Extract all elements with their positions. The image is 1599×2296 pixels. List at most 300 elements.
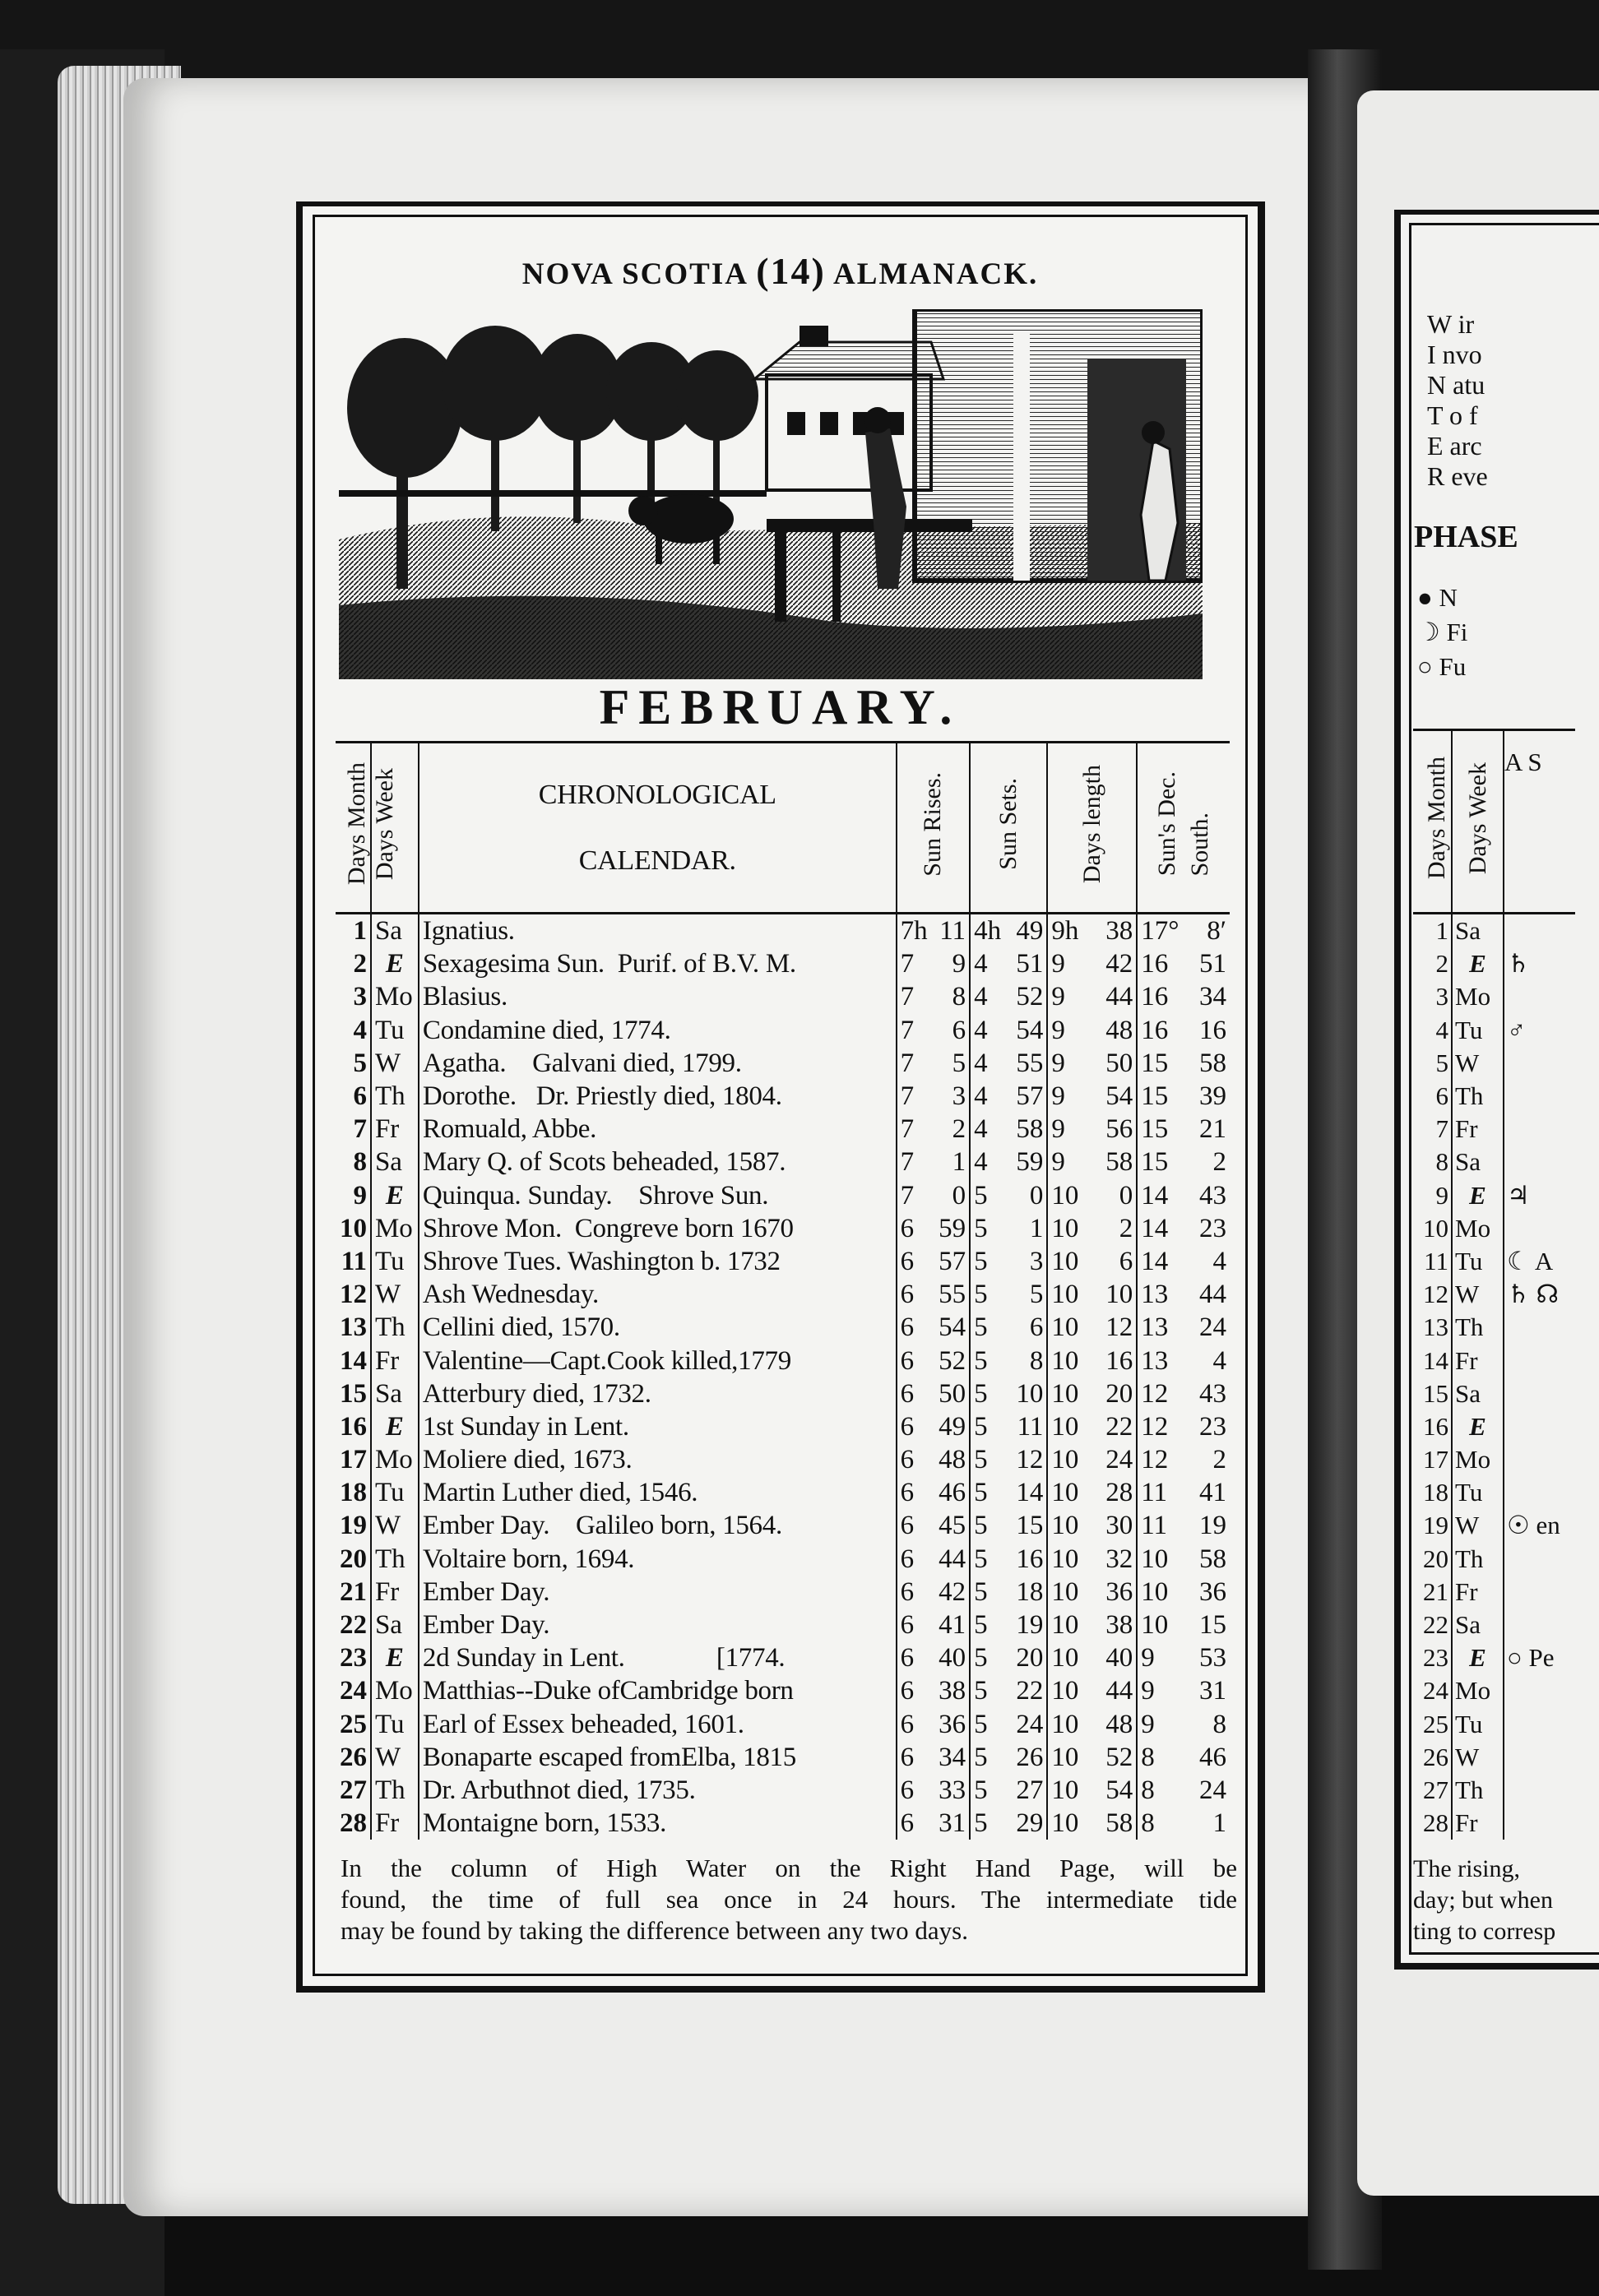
sun-dec-degrees: 11 [1141, 1478, 1167, 1508]
day-of-month: 17 [339, 1445, 367, 1475]
sun-sets-min: 51 [1016, 949, 1044, 979]
event-text: Ember Day. [419, 1609, 897, 1641]
day-of-month: 12 [1423, 1280, 1448, 1309]
aspect-text [1504, 1609, 1575, 1641]
right-footnote-line: day; but when [1413, 1886, 1553, 1914]
days-length-hour: 10 [1051, 1576, 1079, 1607]
sun-sets [970, 1245, 1047, 1278]
day-of-month: 23 [339, 1643, 367, 1673]
sun-declination [1137, 1708, 1230, 1741]
sun-dec-minutes: 46 [1199, 1742, 1226, 1772]
sun-sets-hour: 5 [974, 1742, 988, 1772]
sun-declination [1137, 1641, 1230, 1674]
days-length-min: 52 [1105, 1742, 1133, 1772]
day-of-week: Tu [371, 1708, 419, 1741]
calendar-row [336, 1476, 1230, 1509]
event-text: Dr. Arbuthnot died, 1735. [419, 1774, 897, 1807]
day-of-week: Sa [371, 914, 419, 948]
calendar-header-row [336, 743, 1230, 914]
day-of-month: 24 [1423, 1676, 1448, 1706]
sun-rises-min: 1 [952, 1147, 966, 1178]
calendar-table [336, 741, 1230, 1840]
day-of-week: Sa [1452, 1146, 1504, 1178]
calendar-row [336, 1443, 1230, 1476]
sun-sets-min: 18 [1016, 1576, 1044, 1607]
day-of-month: 11 [341, 1246, 367, 1276]
right-footnote-line: ting to corresp [1413, 1918, 1556, 1945]
right-calendar-row [1413, 1377, 1575, 1410]
right-calendar-row [1413, 980, 1575, 1013]
sun-sets-hour: 5 [974, 1378, 988, 1409]
days-length-min: 38 [1105, 1610, 1133, 1641]
sun-sets-hour: 5 [974, 1544, 988, 1574]
day-of-month: 21 [339, 1576, 367, 1607]
aspect-text [1504, 1708, 1575, 1741]
day-of-month: 13 [339, 1312, 367, 1343]
sun-sets-hour: 5 [974, 1213, 988, 1243]
days-length-hour: 10 [1051, 1544, 1079, 1574]
days-length-min: 44 [1105, 982, 1133, 1012]
days-length-hour: 10 [1051, 1709, 1079, 1739]
sun-sets [970, 1311, 1047, 1344]
sun-sets [970, 947, 1047, 980]
sun-rises-min: 8 [952, 982, 966, 1012]
sun-rises-hour: 7 [900, 1015, 915, 1045]
sun-sets-hour: 5 [974, 1576, 988, 1607]
sun-rises-hour: 6 [900, 1312, 915, 1343]
sun-rises-min: 52 [939, 1345, 966, 1376]
sun-sets-min: 49 [1016, 916, 1044, 947]
days-length-min: 54 [1105, 1775, 1133, 1805]
days-length [1047, 1410, 1137, 1443]
calendar-row [336, 1708, 1230, 1741]
calendar-row [336, 1047, 1230, 1080]
right-calendar-row [1413, 1278, 1575, 1311]
sun-rises-hour: 6 [900, 1709, 915, 1739]
days-length-hour: 9 [1051, 982, 1065, 1012]
phases-heading: PHASE [1414, 520, 1518, 554]
aspect-text [1504, 1476, 1575, 1509]
sun-dec-degrees: 16 [1141, 949, 1169, 979]
woodcut-illustration [339, 309, 1203, 679]
sun-rises-min: 40 [939, 1643, 966, 1673]
acrostic-line: E arc [1427, 431, 1482, 461]
days-length [1047, 1674, 1137, 1707]
sun-rises [897, 1278, 970, 1311]
sun-rises-hour: 7 [900, 1147, 915, 1178]
sun-rises-min: 45 [939, 1511, 966, 1541]
day-of-week: E [371, 1641, 419, 1674]
sun-sets-min: 16 [1016, 1544, 1044, 1574]
sun-sets [970, 1443, 1047, 1476]
day-of-month: 8 [353, 1147, 367, 1178]
event-text: Cellini died, 1570. [419, 1311, 897, 1344]
sun-sets [970, 1807, 1047, 1840]
days-length-hour: 9 [1051, 1114, 1065, 1145]
sun-rises-hour: 7 [900, 949, 915, 979]
day-of-month: 14 [339, 1345, 367, 1376]
day-of-week: Fr [1452, 1807, 1504, 1840]
sun-declination [1137, 1476, 1230, 1509]
sun-rises-min: 41 [939, 1610, 966, 1641]
day-of-month: 23 [1423, 1643, 1448, 1673]
right-calendar-row [1413, 1245, 1575, 1278]
right-calendar-row [1413, 1774, 1575, 1807]
col-days-length-label: Days length [1078, 764, 1105, 884]
event-text: 2d Sunday in Lent. [1774. [419, 1641, 897, 1674]
sun-rises [897, 947, 970, 980]
aspect-text [1504, 1674, 1575, 1707]
sun-sets [970, 1047, 1047, 1080]
days-length [1047, 1641, 1137, 1674]
aspect-text [1504, 1543, 1575, 1576]
day-of-week: Fr [371, 1807, 419, 1840]
right-calendar-row [1413, 1476, 1575, 1509]
aspect-text [1504, 1113, 1575, 1146]
sun-declination [1137, 1344, 1230, 1377]
day-of-week: Th [371, 1774, 419, 1807]
days-length [1047, 1476, 1137, 1509]
calendar-row [336, 1080, 1230, 1113]
col-days-month-label: Days Month [342, 762, 370, 886]
calendar-row [336, 1641, 1230, 1674]
days-length-hour: 9 [1051, 1081, 1065, 1112]
sun-dec-degrees: 9 [1141, 1709, 1155, 1739]
day-of-week: Th [1452, 1774, 1504, 1807]
sun-sets-hour: 5 [974, 1180, 988, 1210]
day-of-week: Tu [1452, 1476, 1504, 1509]
event-text: Dorothe. Dr. Priestly died, 1804. [419, 1080, 897, 1113]
sun-sets-hour: 5 [974, 1445, 988, 1475]
sun-sets [970, 1014, 1047, 1047]
aspect-text: ☉ en [1507, 1511, 1560, 1540]
day-of-month: 14 [1423, 1345, 1448, 1375]
acrostic-line: R eve [1427, 461, 1488, 491]
sun-sets-min: 14 [1016, 1478, 1044, 1508]
acrostic-poem [1427, 309, 1488, 492]
day-of-month: 16 [1423, 1411, 1448, 1441]
sun-dec-minutes: 8 [1212, 1709, 1226, 1739]
day-of-week: Tu [371, 1476, 419, 1509]
sun-sets-hour: 5 [974, 1676, 988, 1706]
sun-dec-minutes: 2 [1212, 1147, 1226, 1178]
day-of-week: Sa [371, 1377, 419, 1410]
sun-rises [897, 1674, 970, 1707]
sun-rises [897, 1609, 970, 1641]
days-length [1047, 947, 1137, 980]
sun-rises-min: 38 [939, 1676, 966, 1706]
sun-sets-min: 1 [1029, 1213, 1044, 1243]
days-length-hour: 10 [1051, 1610, 1079, 1641]
days-length-min: 38 [1105, 916, 1133, 947]
col-days-month [336, 743, 371, 914]
sun-dec-degrees: 9 [1141, 1676, 1155, 1706]
sun-rises-hour: 7 [900, 1114, 915, 1145]
sun-sets-hour: 4 [974, 949, 988, 979]
sun-sets-min: 3 [1029, 1246, 1044, 1276]
right-calendar-row [1413, 1311, 1575, 1344]
col-sun-rises [897, 743, 970, 914]
calendar-body [336, 914, 1230, 1840]
sun-dec-minutes: 15 [1199, 1610, 1226, 1641]
sun-declination [1137, 1146, 1230, 1178]
days-length-min: 58 [1105, 1147, 1133, 1178]
sun-declination [1137, 1311, 1230, 1344]
sun-dec-degrees: 13 [1141, 1345, 1169, 1376]
day-of-week: W [1452, 1509, 1504, 1542]
sun-sets-hour: 4 [974, 1081, 988, 1112]
day-of-month: 21 [1423, 1576, 1448, 1606]
days-length [1047, 1609, 1137, 1641]
day-of-week: E [371, 1410, 419, 1443]
days-length-hour: 10 [1051, 1246, 1079, 1276]
day-of-week: Th [1452, 1311, 1504, 1344]
days-length [1047, 1311, 1137, 1344]
day-of-week: Th [1452, 1080, 1504, 1113]
sun-dec-minutes: 58 [1199, 1544, 1226, 1574]
sun-sets [970, 1674, 1047, 1707]
day-of-week: Th [371, 1311, 419, 1344]
sun-declination [1137, 1509, 1230, 1542]
sun-declination [1137, 1080, 1230, 1113]
right-col-aspects [1504, 730, 1575, 914]
sun-sets [970, 1344, 1047, 1377]
calendar-row [336, 980, 1230, 1013]
sun-rises-hour: 7 [900, 1180, 915, 1210]
sun-sets [970, 914, 1047, 948]
right-col-days-week-label: Days Week [1463, 761, 1491, 875]
day-of-week: W [371, 1047, 419, 1080]
sun-dec-degrees: 9 [1141, 1643, 1155, 1673]
days-length [1047, 1047, 1137, 1080]
sun-declination [1137, 1543, 1230, 1576]
day-of-week: Th [371, 1080, 419, 1113]
days-length [1047, 1509, 1137, 1542]
aspect-text: ♄ ☊ [1507, 1280, 1560, 1309]
sun-sets [970, 1113, 1047, 1146]
days-length-hour: 10 [1051, 1775, 1079, 1805]
aspect-text [1504, 1311, 1575, 1344]
days-length-min: 36 [1105, 1576, 1133, 1607]
sun-declination [1137, 1245, 1230, 1278]
sun-sets-hour: 4 [974, 1114, 988, 1145]
phase-label: Fi [1446, 618, 1468, 646]
sun-sets-hour: 5 [974, 1709, 988, 1739]
sun-rises-hour: 7h [900, 916, 928, 947]
day-of-week: E [371, 1179, 419, 1212]
sun-dec-minutes: 43 [1199, 1378, 1226, 1409]
event-text: Shrove Tues. Washington b. 1732 [419, 1245, 897, 1278]
col-sun-rises-label: Sun Rises. [919, 771, 947, 877]
right-calendar-row [1413, 947, 1575, 980]
sun-dec-degrees: 12 [1141, 1411, 1169, 1442]
moon-phase-icon: ☽ [1417, 618, 1440, 646]
right-calendar-row [1413, 1641, 1575, 1674]
sun-sets [970, 1509, 1047, 1542]
calendar-row [336, 947, 1230, 980]
sun-sets-hour: 4 [974, 1048, 988, 1078]
days-length [1047, 1543, 1137, 1576]
aspect-text [1504, 1047, 1575, 1080]
right-col-aspects-label: A S [1504, 748, 1542, 776]
sun-dec-minutes: 51 [1199, 949, 1226, 979]
aspect-text [1504, 1741, 1575, 1774]
day-of-week: W [1452, 1047, 1504, 1080]
days-length-min: 24 [1105, 1445, 1133, 1475]
day-of-week: E [1452, 947, 1504, 980]
sun-sets-hour: 5 [974, 1610, 988, 1641]
day-of-week: Fr [371, 1344, 419, 1377]
aspect-text [1504, 1576, 1575, 1609]
sun-rises-min: 46 [939, 1478, 966, 1508]
sun-rises [897, 1708, 970, 1741]
days-length-hour: 9 [1051, 1015, 1065, 1045]
day-of-week: E [1452, 1410, 1504, 1443]
day-of-month: 19 [1423, 1511, 1448, 1540]
calendar-row [336, 1807, 1230, 1840]
sun-sets [970, 1377, 1047, 1410]
sun-dec-degrees: 11 [1141, 1511, 1167, 1541]
day-of-week: Mo [371, 1443, 419, 1476]
sun-rises-hour: 6 [900, 1643, 915, 1673]
sun-rises-min: 36 [939, 1709, 966, 1739]
day-of-month: 6 [353, 1081, 367, 1112]
right-footnote [1413, 1854, 1555, 1947]
day-of-month: 7 [1435, 1114, 1448, 1144]
sun-sets-min: 58 [1016, 1114, 1044, 1145]
calendar-row [336, 1609, 1230, 1641]
event-text: Moliere died, 1673. [419, 1443, 897, 1476]
aspect-text: ♄ [1507, 949, 1530, 979]
aspect-text [1504, 1443, 1575, 1476]
right-calendar-row [1413, 1609, 1575, 1641]
days-length-hour: 10 [1051, 1411, 1079, 1442]
right-calendar-row [1413, 1576, 1575, 1609]
days-length-hour: 10 [1051, 1445, 1079, 1475]
days-length-hour: 10 [1051, 1180, 1079, 1210]
day-of-week: Tu [1452, 1245, 1504, 1278]
sun-rises [897, 1807, 970, 1840]
event-text: Mary Q. of Scots beheaded, 1587. [419, 1146, 897, 1178]
days-length-hour: 10 [1051, 1280, 1079, 1310]
sun-rises-min: 3 [952, 1081, 966, 1112]
sun-sets [970, 1146, 1047, 1178]
right-calendar-row [1413, 1047, 1575, 1080]
right-calendar-row [1413, 914, 1575, 948]
footnote-line: found, the time of full sea once in 24 hours. The intermediate tide [341, 1885, 1237, 1914]
sun-rises [897, 914, 970, 948]
day-of-month: 1 [1435, 916, 1448, 946]
sun-rises-hour: 6 [900, 1775, 915, 1805]
days-length-hour: 10 [1051, 1511, 1079, 1541]
sun-rises [897, 1443, 970, 1476]
day-of-week: W [371, 1741, 419, 1774]
col-sun-sets-label: Sun Sets. [994, 778, 1022, 870]
day-of-month: 11 [1424, 1246, 1448, 1275]
days-length-min: 16 [1105, 1345, 1133, 1376]
days-length-min: 42 [1105, 949, 1133, 979]
sun-sets-min: 26 [1016, 1742, 1044, 1772]
right-calendar-table [1413, 729, 1575, 1840]
sun-sets-hour: 5 [974, 1478, 988, 1508]
day-of-month: 3 [1435, 982, 1448, 1011]
sun-declination [1137, 1741, 1230, 1774]
sun-dec-minutes: 4 [1212, 1246, 1226, 1276]
day-of-month: 9 [353, 1180, 367, 1210]
sun-rises-hour: 6 [900, 1445, 915, 1475]
sun-rises-min: 48 [939, 1445, 966, 1475]
sun-rises-min: 33 [939, 1775, 966, 1805]
days-length-min: 32 [1105, 1544, 1133, 1574]
sun-sets-hour: 4 [974, 1015, 988, 1045]
sun-rises [897, 1543, 970, 1576]
right-almanac-frame [1394, 210, 1599, 1970]
days-length [1047, 1080, 1137, 1113]
sun-sets-hour: 5 [974, 1312, 988, 1343]
right-calendar-row [1413, 1543, 1575, 1576]
acrostic-line: T o f [1427, 400, 1478, 430]
sun-dec-degrees: 15 [1141, 1147, 1169, 1178]
sun-rises [897, 1476, 970, 1509]
moon-phase-icon: ● [1417, 583, 1433, 612]
day-of-week: E [371, 947, 419, 980]
sun-dec-minutes: 44 [1199, 1280, 1226, 1310]
sun-rises-hour: 6 [900, 1576, 915, 1607]
days-length [1047, 1212, 1137, 1245]
sun-declination [1137, 1443, 1230, 1476]
sun-sets-hour: 5 [974, 1246, 988, 1276]
right-calendar-row [1413, 1443, 1575, 1476]
aspect-text [1504, 1080, 1575, 1113]
aspect-text: ☾ A [1507, 1246, 1554, 1275]
sun-sets-min: 27 [1016, 1775, 1044, 1805]
sun-sets [970, 1708, 1047, 1741]
days-length-min: 44 [1105, 1676, 1133, 1706]
day-of-month: 27 [339, 1775, 367, 1805]
event-text: Earl of Essex beheaded, 1601. [419, 1708, 897, 1741]
almanac-frame [296, 201, 1265, 1993]
calendar-row [336, 1212, 1230, 1245]
days-length-min: 56 [1105, 1114, 1133, 1145]
sun-rises-hour: 6 [900, 1411, 915, 1442]
col-sun-dec-label-2: South. [1186, 812, 1214, 877]
day-of-month: 13 [1423, 1312, 1448, 1342]
day-of-month: 3 [353, 982, 367, 1012]
sun-dec-degrees: 13 [1141, 1280, 1169, 1310]
sun-rises-hour: 7 [900, 1048, 915, 1078]
calendar-row [336, 1774, 1230, 1807]
day-of-week: Fr [371, 1113, 419, 1146]
sun-sets [970, 1576, 1047, 1609]
sun-dec-degrees: 10 [1141, 1544, 1169, 1574]
sun-sets-min: 0 [1029, 1180, 1044, 1210]
day-of-month: 17 [1423, 1445, 1448, 1474]
sun-dec-degrees: 14 [1141, 1246, 1169, 1276]
day-of-week: E [1452, 1641, 1504, 1674]
sun-rises [897, 1179, 970, 1212]
calendar-row [336, 1179, 1230, 1212]
sun-rises-min: 42 [939, 1576, 966, 1607]
days-length [1047, 1113, 1137, 1146]
days-length-min: 6 [1119, 1246, 1133, 1276]
days-length-hour: 10 [1051, 1742, 1079, 1772]
acrostic-line: W ir [1427, 309, 1475, 339]
sun-dec-minutes: 24 [1199, 1312, 1226, 1343]
sun-declination [1137, 1807, 1230, 1840]
acrostic-line: N atu [1427, 370, 1485, 400]
sun-sets-min: 52 [1016, 982, 1044, 1012]
sun-sets-hour: 5 [974, 1411, 988, 1442]
